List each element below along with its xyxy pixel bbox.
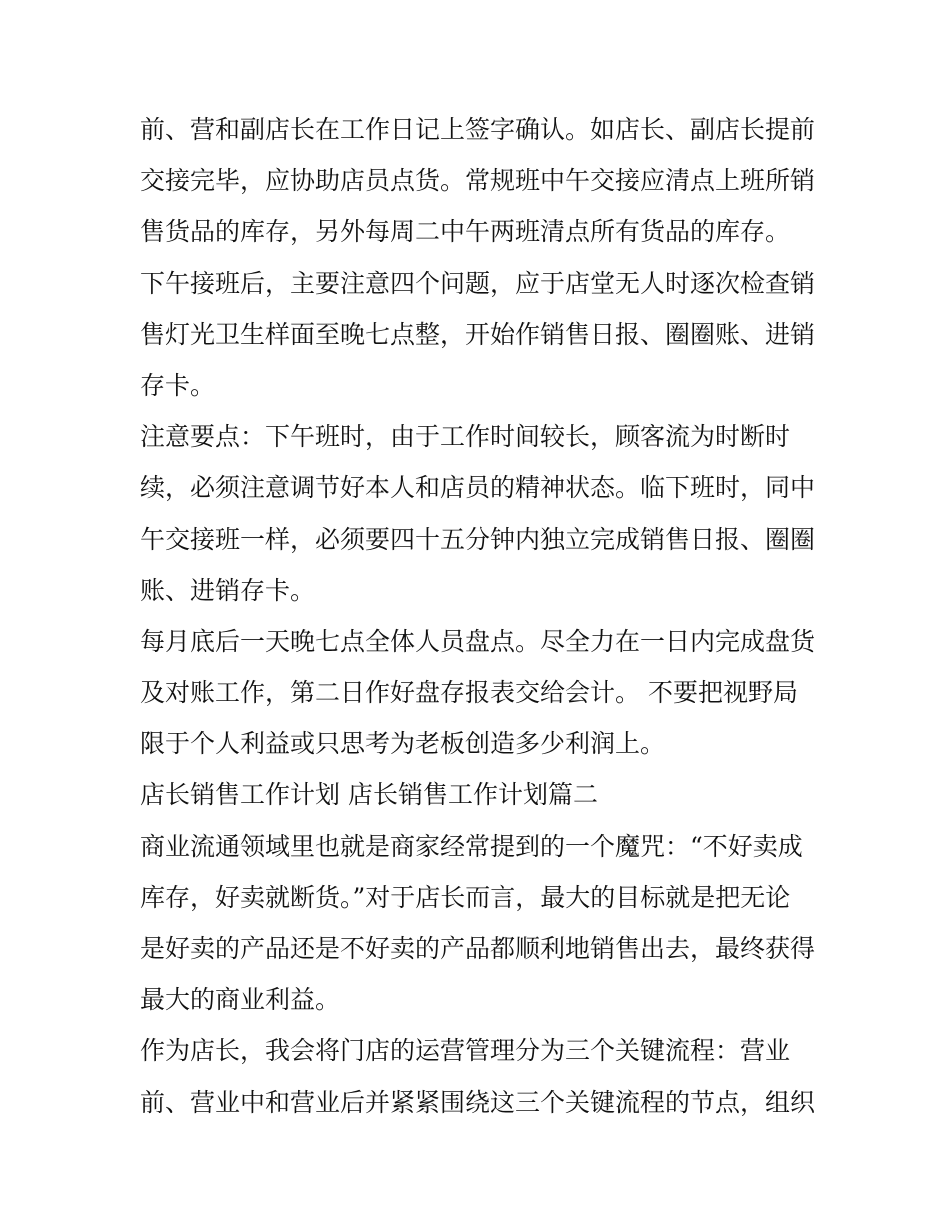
text-line: 交接完毕，应协助店员点货。常规班中午交接应清点上班所销 bbox=[140, 166, 816, 196]
text-line: 售灯光卫生样面至晚七点整，开始作销售日报、圈圈账、进销 bbox=[140, 319, 816, 349]
text-line: 商业流通领域里也就是商家经常提到的一个魔咒：“不好卖成 bbox=[140, 831, 803, 861]
text-line: 存卡。 bbox=[140, 370, 216, 400]
text-line: 午交接班一样，必须要四十五分钟内独立完成销售日报、圈圈 bbox=[140, 524, 816, 554]
text-line: 作为店长，我会将门店的运营管理分为三个关键流程：营业 bbox=[140, 1036, 791, 1066]
text-line: 及对账工作，第二日作好盘存报表交给会计。 不要把视野局 bbox=[140, 678, 798, 708]
text-line: 续，必须注意调节好本人和店员的精神状态。临下班时，同中 bbox=[140, 473, 816, 503]
text-line: 前、营和副店长在工作日记上签字确认。如店长、副店长提前 bbox=[140, 115, 816, 144]
text-line: 每月底后一天晚七点全体人员盘点。尽全力在一日内完成盘货 bbox=[140, 626, 816, 656]
text-line: 是好卖的产品还是不好卖的产品都顺利地销售出去，最终获得 bbox=[140, 934, 816, 963]
text-line: 账、进销存卡。 bbox=[140, 575, 316, 605]
text-line: 最大的商业利益。 bbox=[140, 985, 341, 1015]
text-line: 注意要点：下午班时，由于工作时间较长，顾客流为时断时 bbox=[140, 422, 791, 452]
section-heading: 店长销售工作计划 店长销售工作计划篇二 bbox=[140, 780, 598, 810]
text-line: 前、营业中和营业后并紧紧围绕这三个关键流程的节点，组织 bbox=[140, 1087, 816, 1117]
body-text bbox=[140, 104, 820, 1128]
text-line: 售货品的库存，另外每周二中午两班清点所有货品的库存。 bbox=[140, 217, 791, 247]
text-line: 库存，好卖就断货。”对于店长而言，最大的目标就是把无论 bbox=[140, 882, 791, 912]
text-line: 下午接班后，主要注意四个问题，应于店堂无人时逐次检查销 bbox=[140, 268, 816, 298]
text-line: 限于个人利益或只思考为老板创造多少利润上。 bbox=[140, 729, 666, 759]
